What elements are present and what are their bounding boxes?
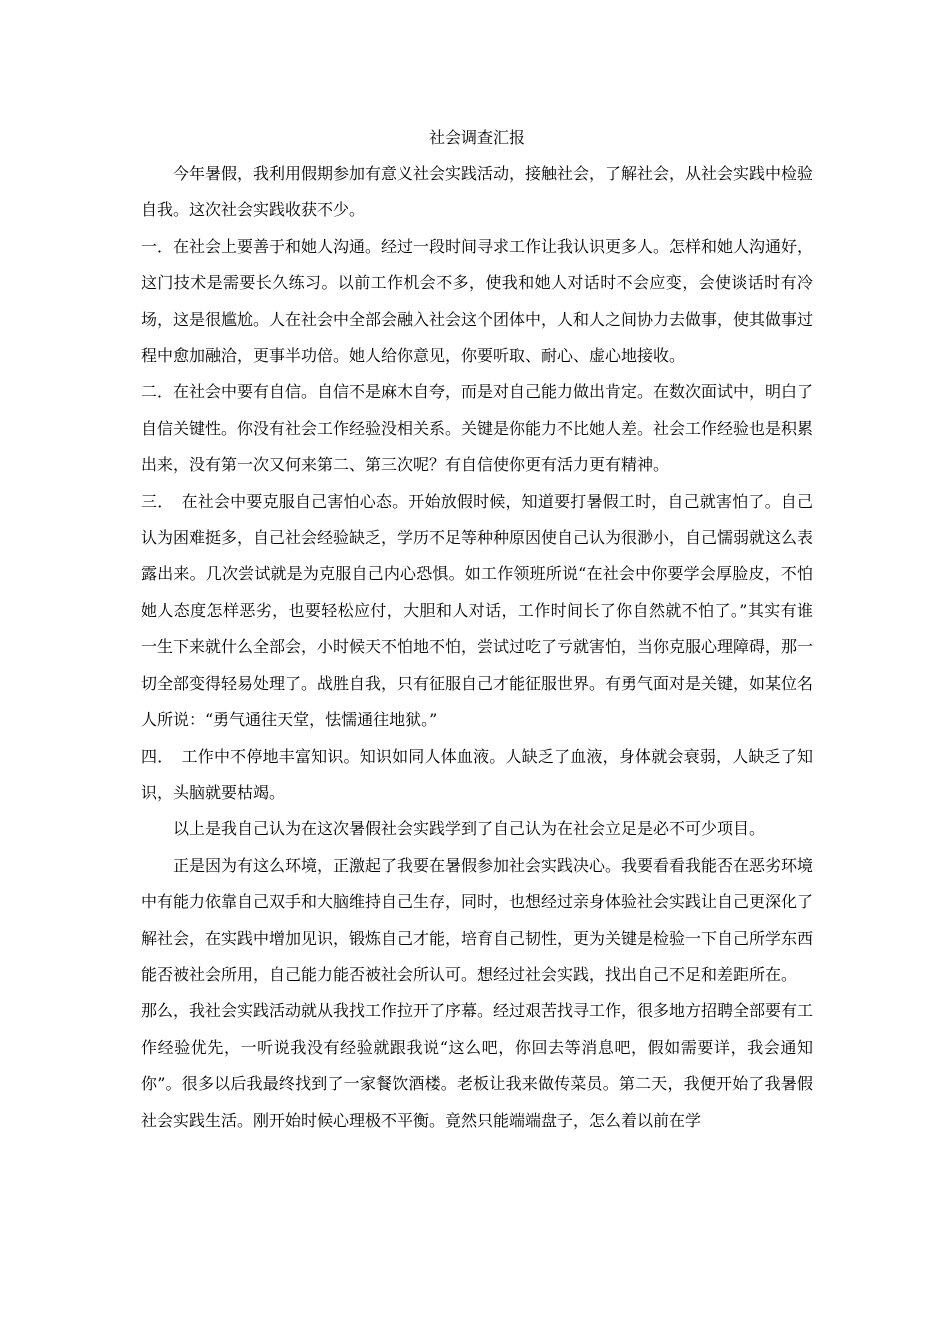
paragraph: 今年暑假，我利用假期参加有意义社会实践活动，接触社会，了解社会，从社会实践中检验自我。这次社会实践收获不少。 [141, 164, 814, 220]
paragraph: 一．在社会上要善于和她人沟通。经过一段时间寻求工作让我认识更多人。怎样和她人沟通好，这门技术是需要长久练习。以前工作机会不多，使我和她人对话时不会应变，会使谈话时有冷场，这是很尴尬。人在社会中全部会融入社会这个团体中，人和人之间协力去做事，使其做事过程中愈加融洽，更事半功倍。她人给你意见，你要听取、耐心、虚心地接收。 [141, 236, 814, 366]
paragraph: 正是因为有这么环境，正激起了我要在暑假参加社会实践决心。我要看看我能否在恶劣环境中有能力依靠自己双手和大脑维持自己生存，同时，也想经过亲身体验社会实践让自己更深化了解社会，在实践中增加见识，锻炼自己才能，培育自己韧性，更为关键是检验一下自己所学东西能否被社会所用，自己能力能否被社会所认可。想经过社会实践，找出自己不足和差距所在。 [141, 855, 814, 984]
paragraph: 四． 工作中不停地丰富知识。知识如同人体血液。人缺乏了血液，身体就会衰弱，人缺乏了知识，头脑就要枯竭。 [141, 746, 813, 802]
paragraph: 二．在社会中要有自信。自信不是麻木自夸，而是对自己能力做出肯定。在数次面试中，明白了自信关键性。你没有社会工作经验没相关系。关键是你能力不比她人差。社会工作经验也是积累出来，没有第一次又何来第二、第三次呢？有自信使你更有活力更有精神。 [141, 382, 814, 475]
paragraph: 以上是我自己认为在这次暑假社会实践学到了自己认为在社会立足是必不可少项目。 [173, 819, 766, 839]
document-title: 社会调查汇报 [428, 128, 525, 147]
paragraph: 三． 在社会中要克服自己害怕心态。开始放假时候，知道要打暑假工时，自己就害怕了。自己认为困难挺多，自己社会经验缺乏，学历不足等种种原因使自己认为很渺小，自己懦弱就这么表露出来。几次尝试就是为克服自己内心恐惧。如工作领班所说“在社会中你要学会厚脸皮，不怕她人态度怎样恶劣，也要轻松应付，大胆和人对话，工作时间长了你自然就不怕了。”其实有谁一生下来就什么全部会，小时候天不怕地不怕，尝试过吃了亏就害怕，当你克服心理障碍，那一切全部变得轻易处理了。战胜自我，只有征服自己才能征服世界。有勇气面对是关键，如某位名人所说：“勇气通往天堂，怯懦通往地狱。” [141, 491, 814, 730]
paragraph-list [141, 156, 813, 1139]
paragraph: 那么，我社会实践活动就从我找工作拉开了序幕。经过艰苦找寻工作，很多地方招聘全部要有工作经验优先，一听说我没有经验就跟我说“这么吧，你回去等消息吧，假如需要详，我会通知你”。很多以后我最终找到了一家餐饮酒楼。老板让我来做传菜员。第二天，我便开始了我暑假社会实践生活。刚开始时候心理极不平衡。竟然只能端端盘子，怎么着以前在学 [141, 1001, 814, 1130]
document-body [141, 120, 813, 1139]
